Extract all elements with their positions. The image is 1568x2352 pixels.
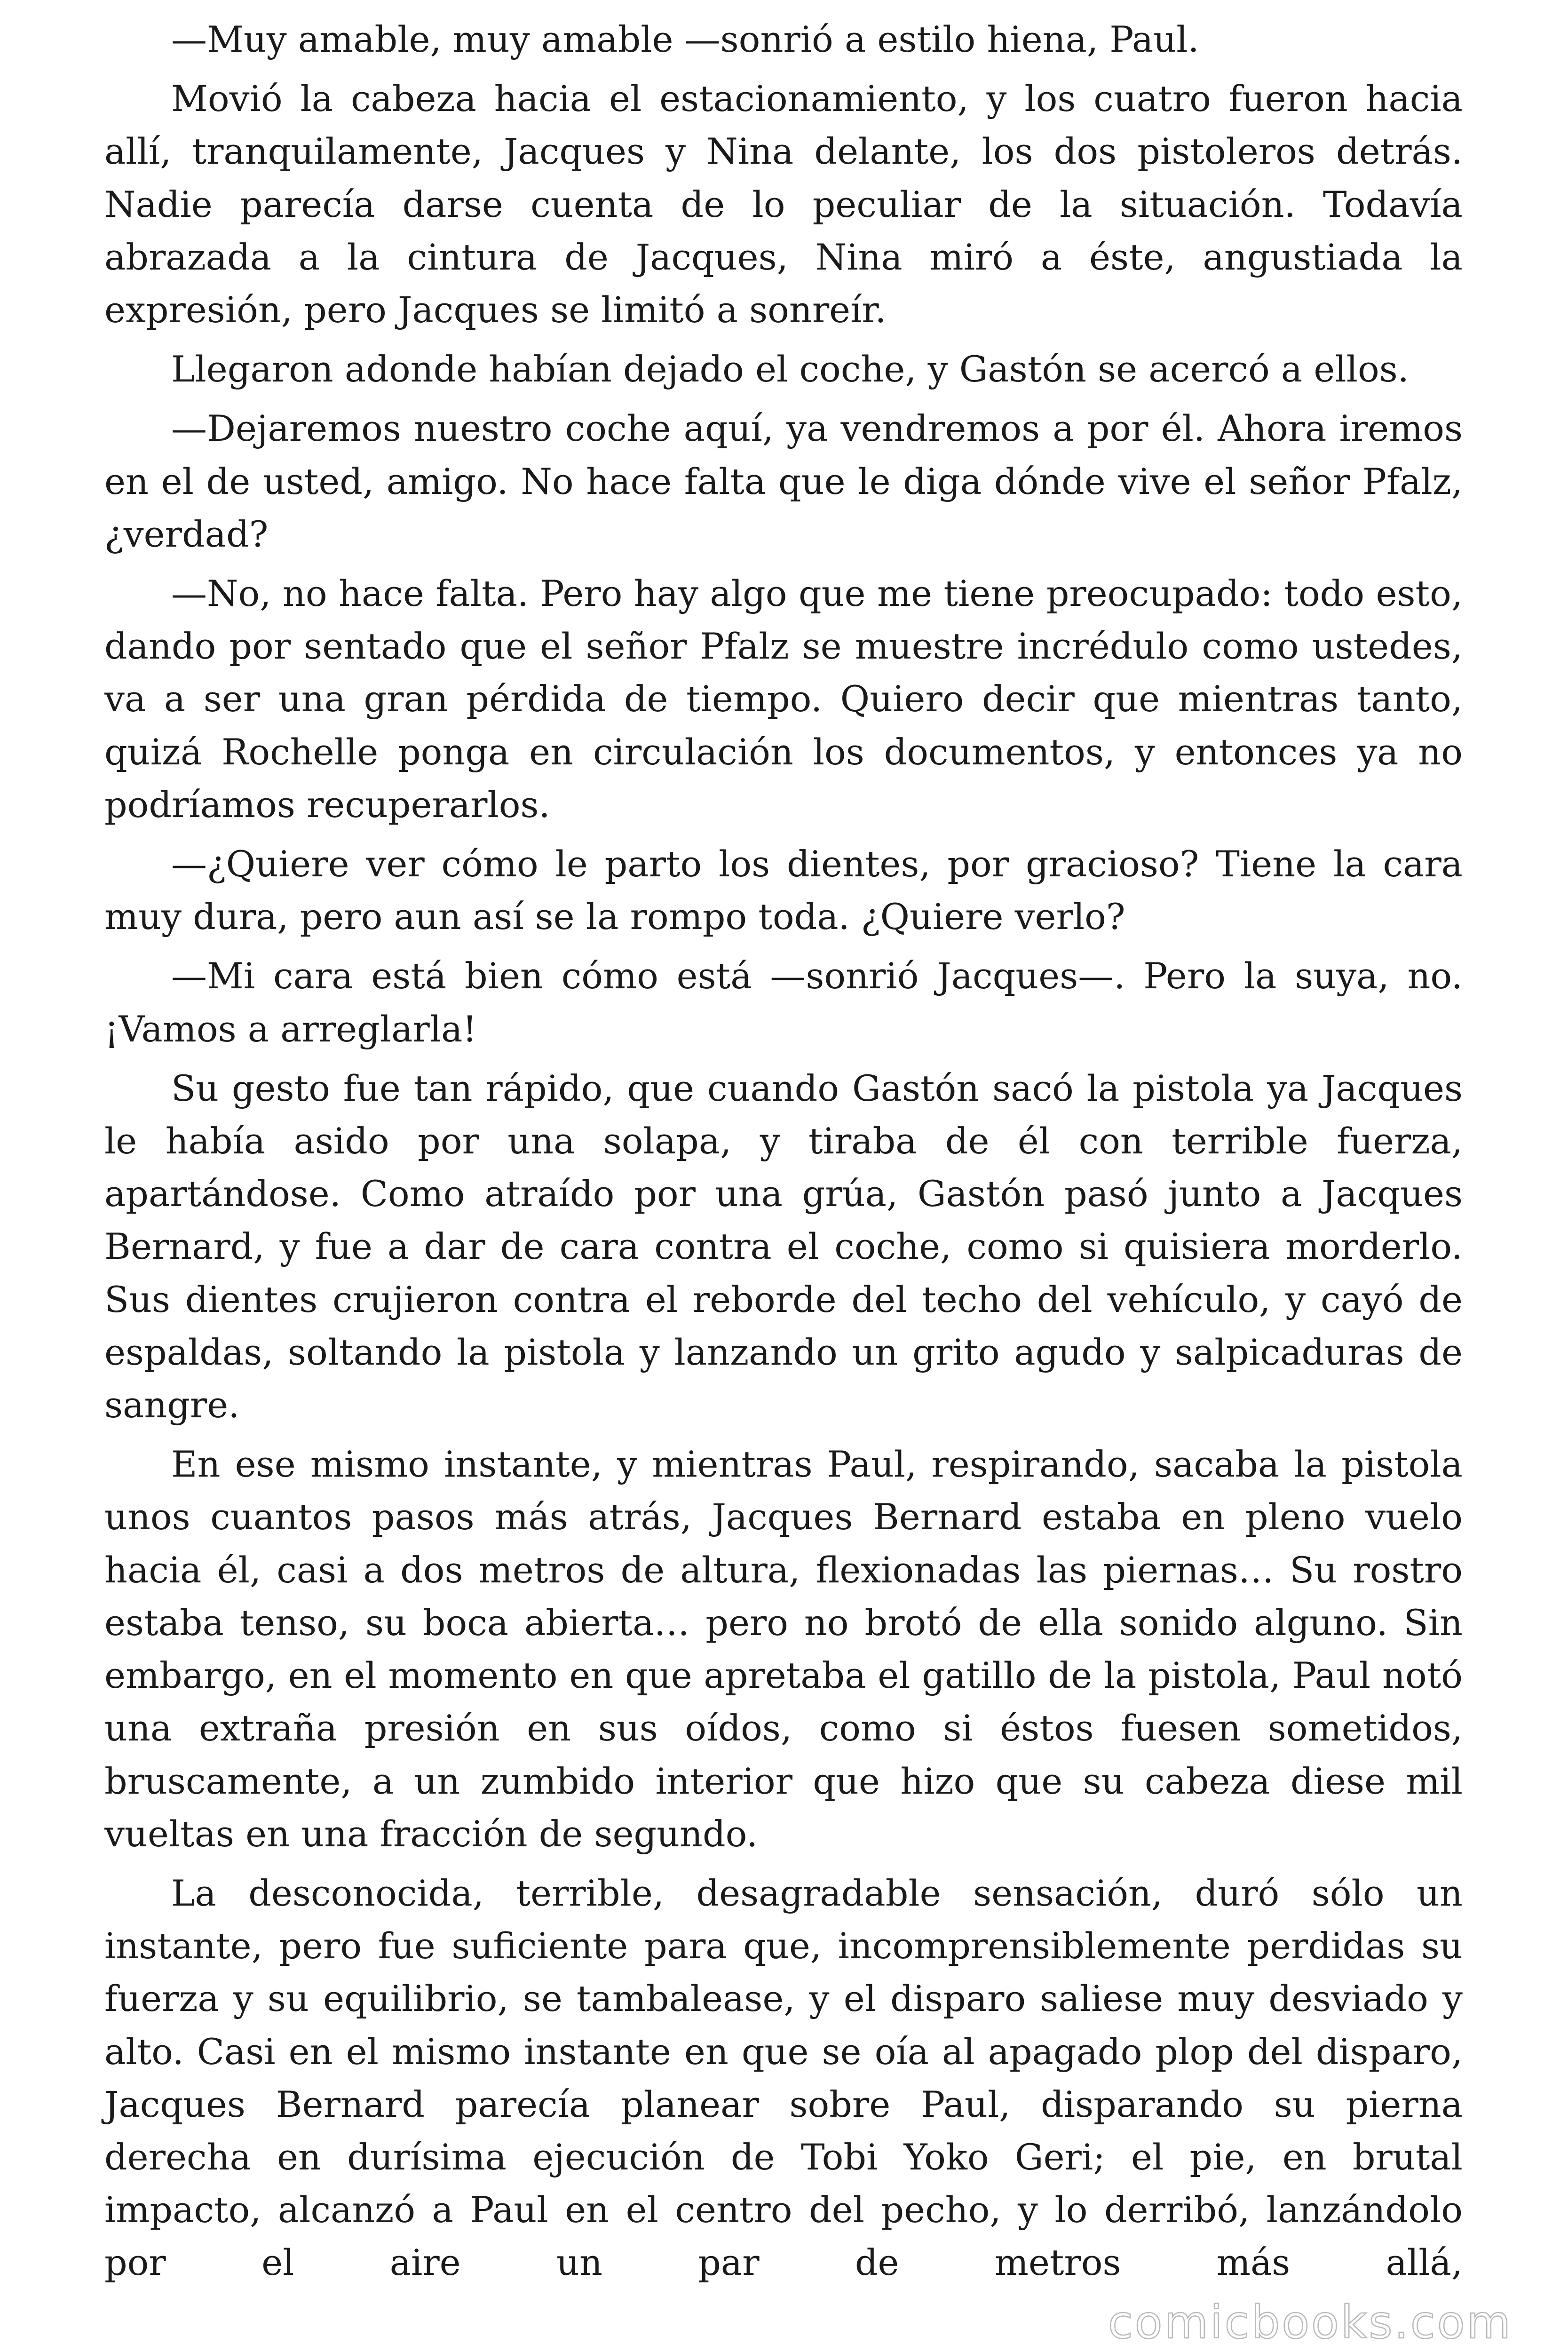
paragraph-2: Movió la cabeza hacia el estacionamiento, y los cuatro fueron hacia allí, tranquilamente, Jacques y Nina delante, los dos pistoleros detrás. Nadie parecía darse cuenta de lo peculiar de la situación. Todavía abrazada a la cintura de Jacques, Nina miró a éste, angustiada la expresión, pero Jacques se limitó a sonreír. [104, 78, 1463, 331]
paragraph-3: Llegaron adonde habían dejado el coche, y Gastón se acercó a ellos. [171, 348, 1409, 390]
paragraph-1: —Muy amable, muy amable —sonrió a estilo hiena, Paul. [171, 18, 1199, 60]
paragraph-4: —Dejaremos nuestro coche aquí, ya vendremos a por él. Ahora iremos en el de usted, amigo. No hace falta que le diga dónde vive el señor Pfalz, ¿verdad? [104, 407, 1463, 555]
watermark: comicbooks.com [1108, 2296, 1513, 2349]
paragraph-7: —Mi cara está bien cómo está —sonrió Jacques—. Pero la suya, no. ¡Vamos a arreglarla! [104, 955, 1463, 1050]
paragraph-5: —No, no hace falta. Pero hay algo que me tiene preocupado: todo esto, dando por sentado que el señor Pfalz se muestre incrédulo como ustedes, va a ser una gran pérdida de tiempo. Quiero decir que mientras tanto, quizá Rochelle ponga en circulación los documentos, y entonces ya no podríamos recuperarlos. [104, 572, 1463, 826]
body-text [104, 13, 1463, 2296]
paragraph-8: Su gesto fue tan rápido, que cuando Gastón sacó la pistola ya Jacques le había asido por una solapa, y tiraba de él con terrible fuerza, apartándose. Como atraído por una grúa, Gastón pasó junto a Jacques Bernard, y fue a dar de cara contra el coche, como si quisiera morderlo. Sus dientes crujieron contra el reborde del techo del vehículo, y cayó de espaldas, soltando la pistola y lanzando un grito agudo y salpicaduras de sangre. [104, 1067, 1463, 1426]
paragraph-9: En ese mismo instante, y mientras Paul, respirando, sacaba la pistola unos cuantos pasos más atrás, Jacques Bernard estaba en pleno vuelo hacia él, casi a dos metros de altura, flexionadas las piernas… Su rostro estaba tenso, su boca abierta… pero no brotó de ella sonido alguno. Sin embargo, en el momento en que apretaba el gatillo de la pistola, Paul notó una extraña presión en sus oídos, como si éstos fuesen sometidos, bruscamente, a un zumbido interior que hizo que su cabeza diese mil vueltas en una fracción de segundo. [104, 1443, 1463, 1855]
paragraph-6: —¿Quiere ver cómo le parto los dientes, por gracioso? Tiene la cara muy dura, pero aun así se la rompo toda. ¿Quiere verlo? [104, 843, 1463, 938]
paragraph-10: La desconocida, terrible, desagradable sensación, duró sólo un instante, pero fue suficiente para que, incomprensiblemente perdidas su fuerza y su equilibrio, se tambalease, y el disparo saliese muy desviado y alto. Casi en el mismo instante en que se oía al apagado plop del disparo, Jacques Bernard parecía planear sobre Paul, disparando su pierna derecha en durísima ejecución de Tobi Yoko Geri; el pie, en brutal impacto, alcanzó a Paul en el centro del pecho, y lo derribó, lanzándolo por el aire un par de metros más allá, [104, 1872, 1463, 2284]
